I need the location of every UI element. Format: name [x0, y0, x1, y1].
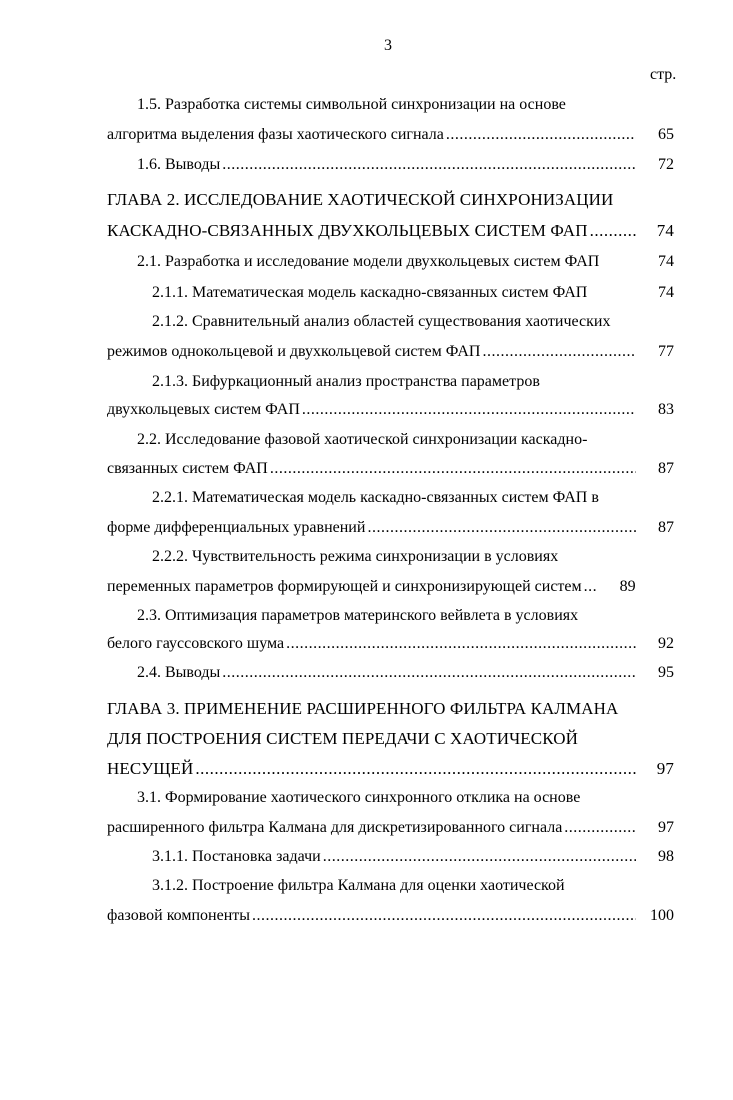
- toc-page-number: 74: [658, 284, 674, 301]
- dot-leader: [321, 847, 636, 867]
- toc-entry: [137, 155, 674, 175]
- dot-leader: [588, 221, 636, 241]
- toc-entry-title: расширенного фильтра Калмана для дискретизированного сигнала: [107, 819, 563, 836]
- toc-page-number: 100: [650, 907, 674, 924]
- toc-entry-title: двухкольцевых систем ФАП: [107, 401, 300, 418]
- toc-entry: [107, 634, 674, 654]
- toc-entry-lead: 2.2.1. Математическая модель каскадно-связанных систем ФАП в: [152, 489, 599, 506]
- dot-leader: [300, 400, 636, 420]
- toc-entry-lead: 2.3. Оптимизация параметров материнского вейвлета в условиях: [137, 607, 579, 624]
- dot-leader: [193, 759, 636, 779]
- toc-page-number: 65: [658, 126, 674, 143]
- toc-entry-lead: 3.1. Формирование хаотического синхронного отклика на основе: [137, 789, 581, 806]
- toc-entry-lead: 2.2. Исследование фазовой хаотической синхронизации каскадно-: [137, 431, 588, 448]
- toc-entry: [107, 400, 674, 420]
- dot-leader: [220, 663, 636, 683]
- toc-entry-title: 1.6. Выводы: [137, 156, 221, 173]
- dot-leader: [268, 459, 636, 479]
- toc-entry: [107, 125, 674, 145]
- toc-entry-title: 2.4. Выводы: [137, 664, 221, 681]
- toc-page-number: 72: [658, 156, 674, 173]
- toc-entry-title: связанных систем ФАП: [107, 460, 268, 477]
- toc-page-number: 74: [658, 253, 674, 270]
- dot-leader: [562, 818, 636, 838]
- chapter-heading-lead: ДЛЯ ПОСТРОЕНИЯ СИСТЕМ ПЕРЕДАЧИ С ХАОТИЧЕСКОЙ: [107, 729, 578, 748]
- toc-entry: [152, 847, 674, 867]
- toc-entry-title: 2.1. Разработка и исследование модели двухкольцевых систем ФАП: [137, 253, 600, 270]
- toc-page-number: 92: [658, 635, 674, 652]
- page-column-header: стр.: [650, 66, 677, 83]
- toc-chapter-entry: [107, 759, 674, 779]
- dot-leader: [582, 577, 598, 597]
- toc-entry-title: переменных параметров формирующей и синхронизирующей систем: [107, 578, 582, 595]
- toc-page-number: 74: [656, 221, 674, 240]
- toc-entry: [152, 283, 674, 303]
- dot-leader: [365, 518, 636, 538]
- toc-entry-lead: 2.2.2. Чувствительность режима синхронизации в условиях: [152, 548, 559, 565]
- chapter-heading-lead: ГЛАВА 2. ИССЛЕДОВАНИЕ ХАОТИЧЕСКОЙ СИНХРОНИЗАЦИИ: [107, 190, 614, 209]
- toc-entry: [137, 663, 674, 683]
- toc-entry: [137, 252, 674, 272]
- toc-entry-lead: 2.1.2. Сравнительный анализ областей существования хаотических: [152, 313, 611, 330]
- toc-entry: [107, 459, 674, 479]
- toc-entry-title: фазовой компоненты: [107, 907, 251, 924]
- dot-leader: [284, 634, 636, 654]
- toc-entry-title: алгоритма выделения фазы хаотического сигнала: [107, 126, 444, 143]
- toc-page-number: 97: [656, 759, 674, 778]
- toc-entry-title: белого гауссовского шума: [107, 635, 285, 652]
- toc-page-number: 97: [658, 819, 674, 836]
- toc-entry-title: 3.1.1. Постановка задачи: [152, 848, 321, 865]
- toc-entry: [107, 518, 674, 538]
- toc-page-number: 83: [658, 401, 674, 418]
- toc-entry-lead: 3.1.2. Построение фильтра Калмана для оценки хаотической: [152, 877, 565, 894]
- chapter-heading-lead: ГЛАВА 3. ПРИМЕНЕНИЕ РАСШИРЕННОГО ФИЛЬТРА КАЛМАНА: [107, 699, 619, 718]
- toc-page-number: 98: [658, 848, 674, 865]
- toc-entry-title: КАСКАДНО-СВЯЗАННЫХ ДВУХКОЛЬЦЕВЫХ СИСТЕМ ФАП: [107, 221, 588, 240]
- toc-entry-lead: 2.1.3. Бифуркационный анализ пространства параметров: [152, 373, 540, 390]
- toc-page-number: 87: [658, 460, 674, 477]
- toc-entry: [107, 342, 674, 362]
- toc-entry-lead: 1.5. Разработка системы символьной синхронизации на основе: [137, 96, 566, 113]
- toc-page-number: 87: [658, 519, 674, 536]
- toc-entry-title: НЕСУЩЕЙ: [107, 759, 194, 778]
- dot-leader: [220, 155, 636, 175]
- page-number: 3: [384, 37, 392, 54]
- dot-leader: [480, 342, 636, 362]
- toc-page-number: 77: [658, 343, 674, 360]
- dot-leader: [250, 906, 636, 926]
- toc-entry: [107, 577, 674, 597]
- toc-page-number: 89: [619, 578, 636, 595]
- dot-leader: [444, 125, 636, 145]
- toc-entry-title: 2.1.1. Математическая модель каскадно-связанных систем ФАП: [152, 284, 588, 301]
- toc-page-number: 95: [658, 664, 674, 681]
- toc-entry: [107, 818, 674, 838]
- toc-entry-title: форме дифференциальных уравнений: [107, 519, 366, 536]
- toc-entry: [107, 906, 674, 926]
- toc-entry-title: режимов однокольцевой и двухкольцевой систем ФАП: [107, 343, 481, 360]
- toc-chapter-entry: [107, 221, 674, 241]
